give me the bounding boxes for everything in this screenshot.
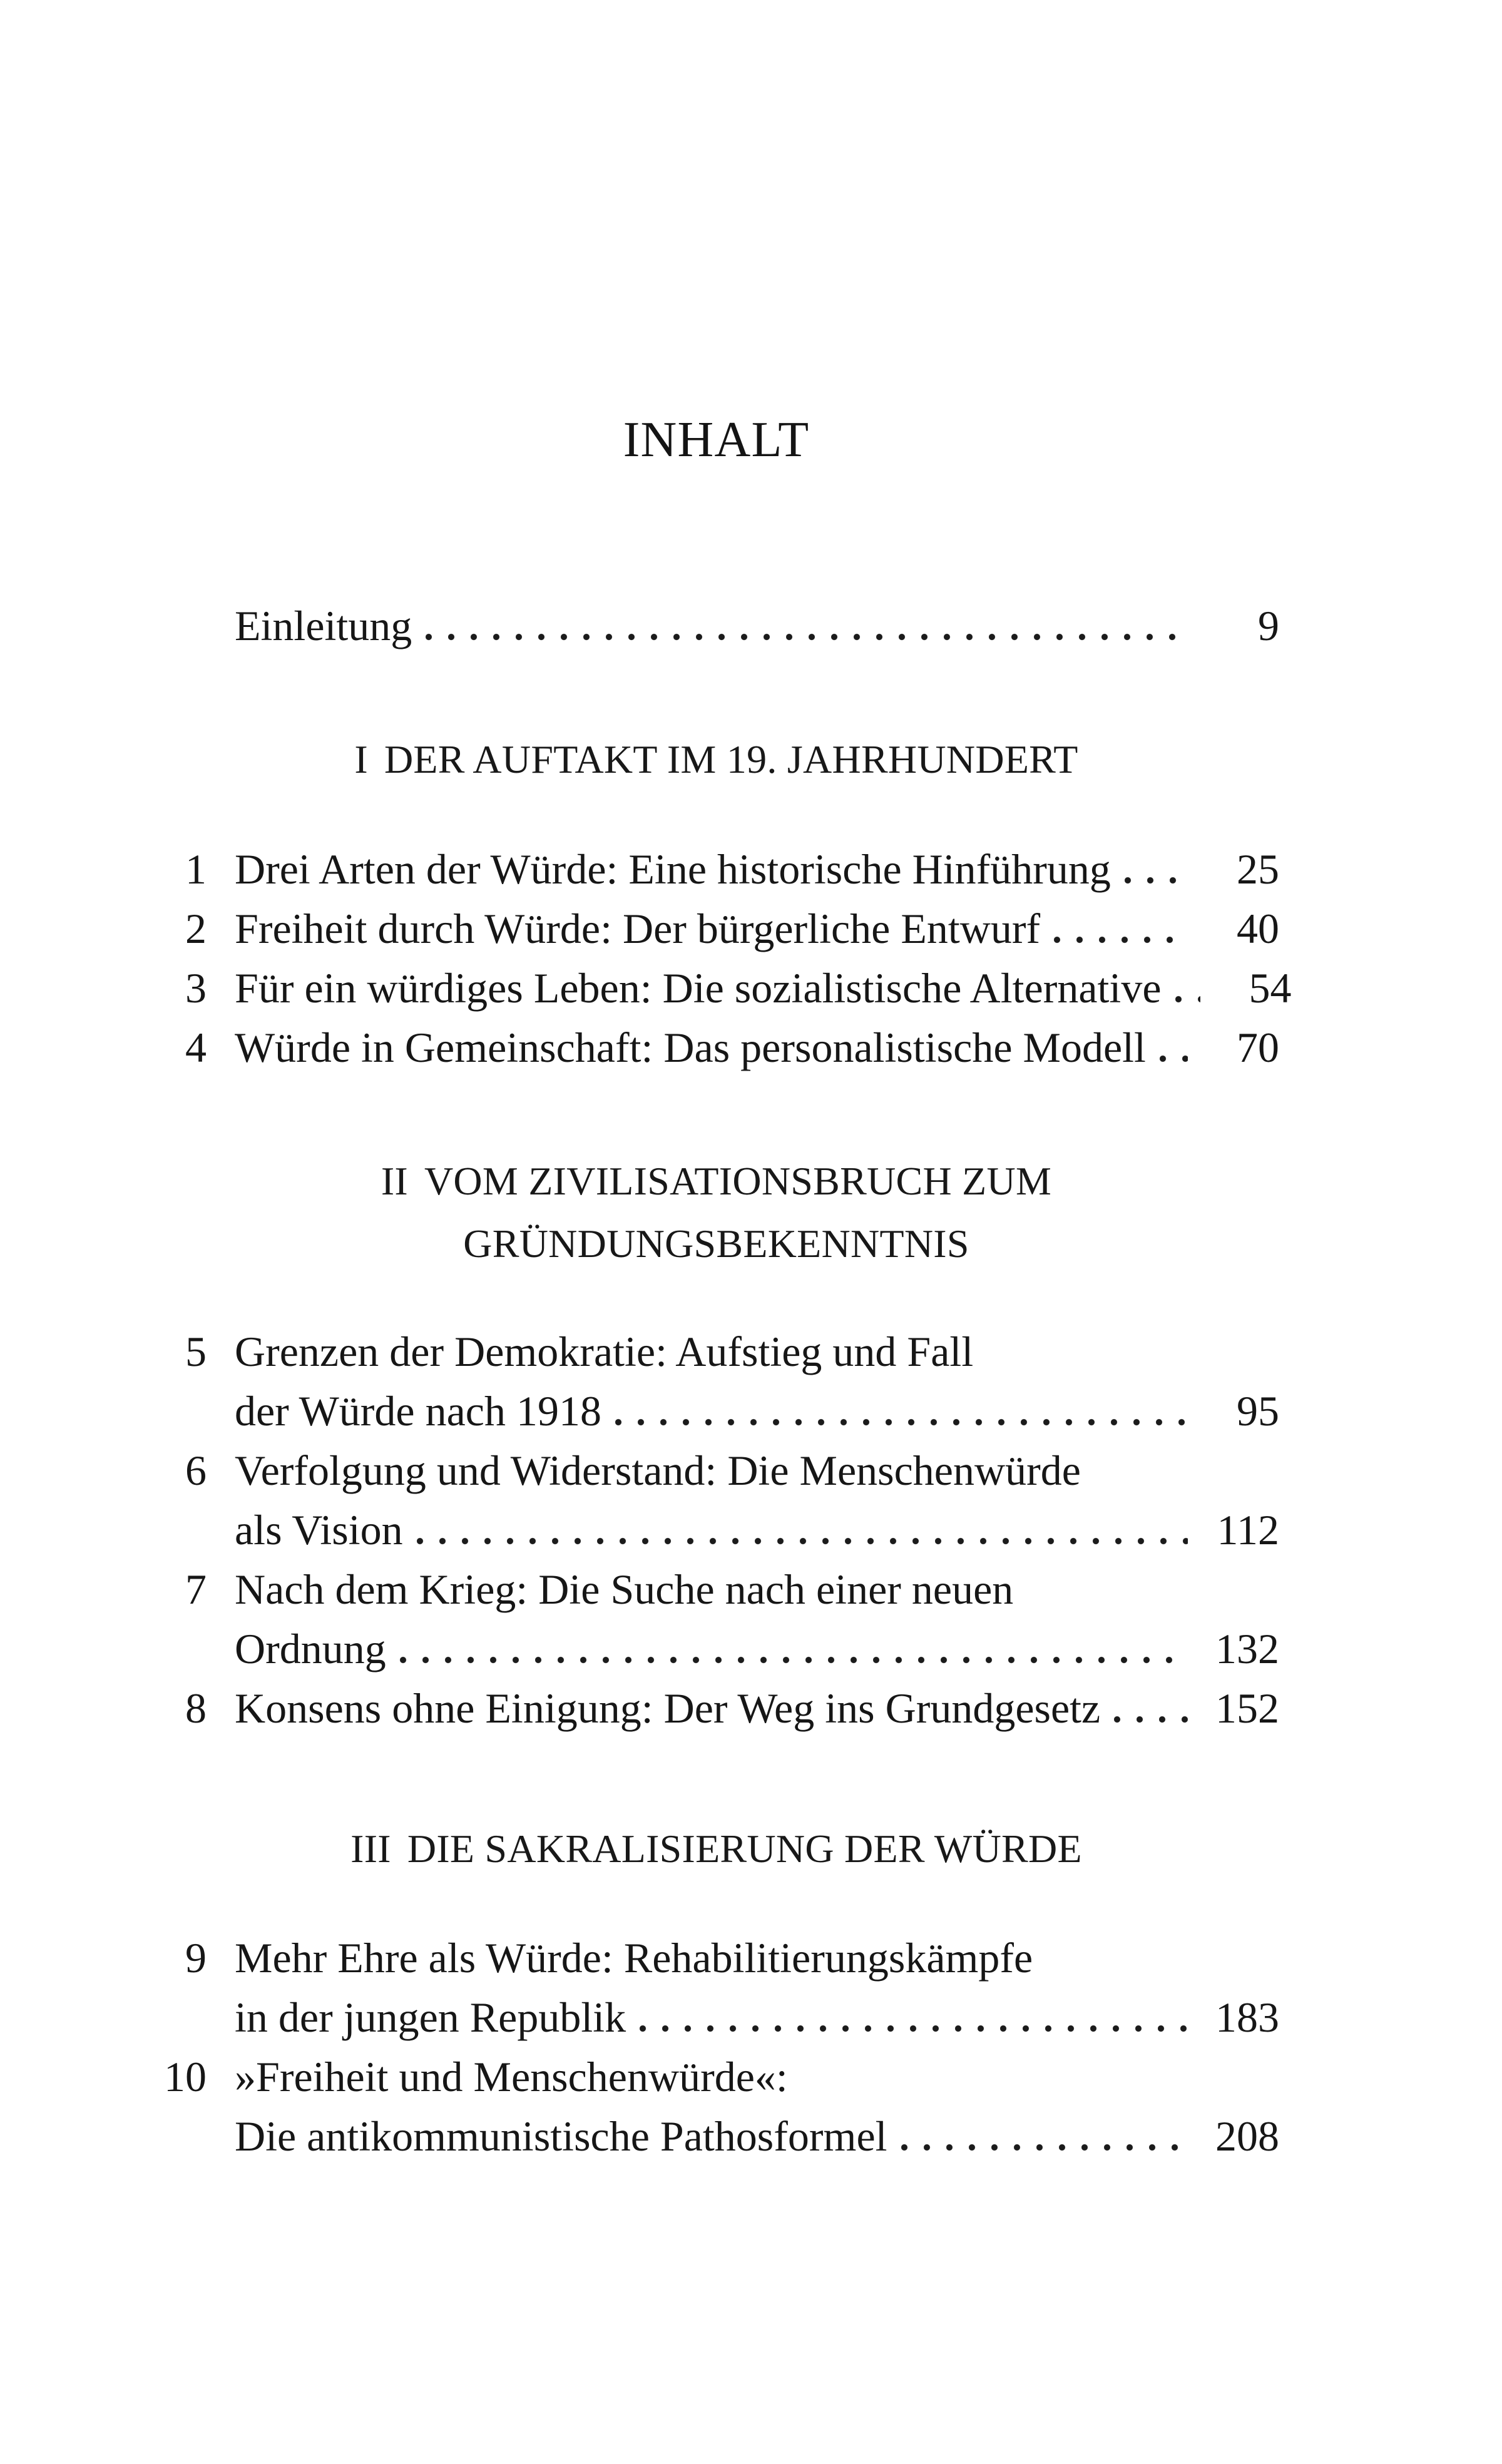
- toc-entry-line: [153, 1560, 1279, 1619]
- toc-entry-line: [153, 959, 1292, 1018]
- entry-title: als Vision: [235, 1506, 403, 1554]
- dot-leader: [426, 633, 1188, 641]
- chapter-number: 8: [185, 1684, 207, 1732]
- toc-entry-line: [153, 840, 1279, 899]
- dot-leader: [1175, 995, 1200, 1003]
- chapter-number: 3: [185, 964, 207, 1012]
- section-heading-line: [153, 1150, 1279, 1213]
- entry-title: Freiheit durch Würde: Der bürgerliche Entwurf: [235, 905, 1041, 952]
- toc-entry-line: [153, 1018, 1279, 1077]
- toc-entry-line: [153, 1619, 1279, 1679]
- dot-leader: [400, 1656, 1188, 1664]
- chapter-number: 7: [185, 1565, 207, 1613]
- entry-title: Ordnung: [235, 1625, 386, 1672]
- toc-entry-line: [153, 1441, 1279, 1500]
- toc-entries: [153, 1322, 1279, 1738]
- page-number: 40: [1237, 905, 1279, 952]
- entry-title: Drei Arten der Würde: Eine historische Hinführung: [235, 845, 1111, 893]
- entry-title: in der jungen Republik: [235, 1993, 626, 2041]
- dot-leader: [640, 2025, 1188, 2032]
- chapter-number: 4: [185, 1024, 207, 1071]
- page-number: 208: [1215, 2112, 1279, 2160]
- page-number: 152: [1215, 1684, 1279, 1732]
- chapter-number: 6: [185, 1447, 207, 1494]
- chapter-number: 5: [185, 1328, 207, 1375]
- chapter-number: 9: [185, 1934, 207, 1982]
- section-numeral: II: [381, 1159, 408, 1203]
- section-heading: [153, 1818, 1279, 1880]
- entry-title: Grenzen der Demokratie: Aufstieg und Fall: [235, 1328, 974, 1375]
- toc-entry-line: [153, 596, 1279, 656]
- section-numeral: I: [354, 737, 368, 781]
- section-heading-line: [153, 1213, 1279, 1275]
- section-heading-text: VOM ZIVILISATIONSBRUCH ZUM: [424, 1159, 1052, 1203]
- toc-entry-line: [153, 2047, 1279, 2107]
- entry-title: der Würde nach 1918: [235, 1387, 601, 1435]
- page-number: 54: [1249, 964, 1292, 1012]
- dot-leader: [901, 2144, 1188, 2151]
- page-number: 70: [1237, 1024, 1279, 1071]
- page-number: 9: [1258, 602, 1279, 649]
- entry-title: Verfolgung und Widerstand: Die Menschenwürde: [235, 1447, 1081, 1494]
- toc-entry-line: [153, 1382, 1279, 1441]
- dot-leader: [1054, 936, 1188, 944]
- section-heading-text: DIE SAKRALISIERUNG DER WÜRDE: [407, 1826, 1082, 1871]
- entry-title: Die antikommunistische Pathosformel: [235, 2112, 887, 2160]
- toc-entry-line: [153, 1500, 1279, 1560]
- toc-entry-line: [153, 1679, 1279, 1738]
- dot-leader: [1125, 877, 1188, 884]
- toc-entry-line: [153, 1928, 1279, 1988]
- entry-title: Konsens ohne Einigung: Der Weg ins Grundgesetz: [235, 1684, 1101, 1732]
- chapter-number: 2: [185, 905, 207, 952]
- entry-title: Nach dem Krieg: Die Suche nach einer neuen: [235, 1565, 1014, 1613]
- page-number: 183: [1215, 1993, 1279, 2041]
- dot-leader: [1114, 1716, 1188, 1723]
- toc-entry-line: [153, 1988, 1279, 2047]
- section-heading: [153, 728, 1279, 791]
- dot-leader: [417, 1537, 1188, 1545]
- dot-leader: [615, 1418, 1188, 1426]
- toc-content: [153, 0, 1292, 2166]
- page-number: 132: [1215, 1625, 1279, 1672]
- entry-title: Für ein würdiges Leben: Die sozialistische Alternative: [235, 964, 1162, 1012]
- toc-entry-line: [153, 2107, 1279, 2166]
- toc-entries: [153, 840, 1292, 1077]
- entry-title: »Freiheit und Menschenwürde«:: [235, 2053, 788, 2100]
- page-number: 95: [1237, 1387, 1279, 1435]
- chapter-number: 10: [164, 2053, 207, 2100]
- toc-entry-line: [153, 1322, 1279, 1382]
- chapter-number: 1: [185, 845, 207, 893]
- toc-entry-line: [153, 899, 1279, 959]
- section-numeral: III: [350, 1826, 391, 1871]
- section-heading-text: DER AUFTAKT IM 19. JAHRHUNDERT: [384, 737, 1078, 781]
- section-heading-text: GRÜNDUNGSBEKENNTNIS: [463, 1221, 969, 1266]
- entry-title: Mehr Ehre als Würde: Rehabilitierungskämpfe: [235, 1934, 1033, 1982]
- entry-title: Würde in Gemeinschaft: Das personalistische Modell: [235, 1024, 1146, 1071]
- dot-leader: [1160, 1055, 1188, 1062]
- toc-entries: [153, 1928, 1279, 2166]
- page-number: 25: [1237, 845, 1279, 893]
- page-number: 112: [1217, 1506, 1279, 1554]
- section-heading: [153, 1150, 1279, 1275]
- page-title: INHALT: [623, 412, 810, 467]
- entry-title: Einleitung: [235, 602, 412, 649]
